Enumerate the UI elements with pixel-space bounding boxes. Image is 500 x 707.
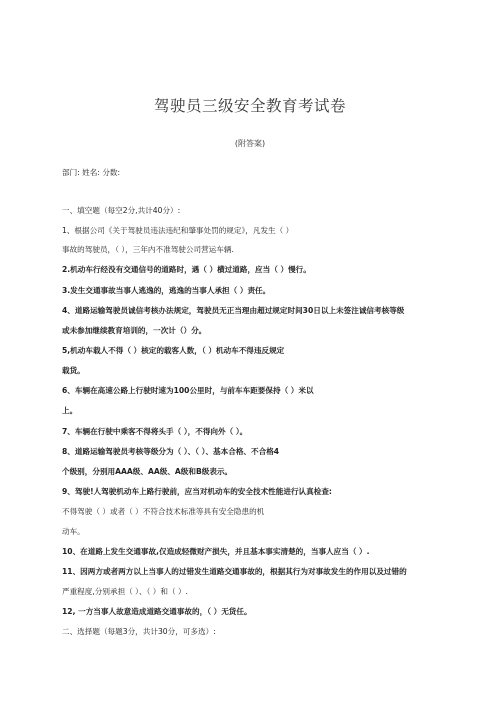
question-line: 8、道路运输驾驶员考核等级分为（ ）、（ ）、基本合格、不合格4	[62, 447, 280, 456]
question-line: 12, 一方当事人故意造成道路交通事故的，（ ）无货任。	[62, 607, 252, 616]
question-line: 个级别，分别用AAA级、AA级、A级和B级表示。	[62, 467, 233, 476]
question-line: 或未参加继续教育培训的，一次计（）分。	[62, 326, 207, 335]
page-subtitle: (附答案)	[234, 139, 266, 148]
question-line: 2.机动车行经没有交通信号的道路时，遇（ ）横过道路，应当（ ）慢行。	[62, 265, 311, 274]
section-1-heading: 一、填空题（每空2分,共计40分）:	[62, 206, 181, 215]
question-line: 10、在道路上发生交通事故,仅造成轻微财产损失，并且基本事实清楚的，当事人应当（ ）.	[62, 547, 370, 556]
question-line: 严重程度,分别承担（ ）、（ ）和（ ）.	[62, 587, 188, 596]
question-line: 1、根据公司《关于驾驶员违法违纪和肇事处罚的规定》，凡发生（ ）	[62, 226, 294, 235]
question-line: 9、驾驶!人驾驶机动车上路行驶前，应当对机动车的安全技术性能进行认真检查:	[62, 487, 332, 496]
question-line: 载货。	[62, 366, 85, 375]
question-line: 上。	[62, 406, 78, 415]
question-line: 动车。	[62, 527, 85, 536]
page-title: 驾驶员三级安全教育考试卷	[153, 97, 346, 115]
header-fields-line: 部门: 姓名: 分数:	[62, 168, 121, 177]
question-line: 6、车辆在高速公路上行驶时速为100公里时，与前车车距要保持（ ）米以	[62, 386, 314, 395]
question-line: 4、道路运输驾驶员诚信考核办法规定，驾驶员无正当理由超过规定时间30日以上未签注诚信考核等级	[62, 306, 405, 315]
question-line: 3.发生交通事故当事人逃逸的，逃逸的当事人承担（ ）责任。	[62, 286, 271, 295]
question-line: 11、因两方或者两方以上当事人的过错发生道路交通事故的，根据其行为对事故发生的作用以及过错的	[62, 567, 407, 576]
question-line: 不得驾驶（ ）或者（ ）不符合技术标准等具有安全隐患的机	[62, 507, 265, 516]
question-line: 7、车辆在行驶中乘客不得将头手（ ），不得向外（ ）。	[62, 427, 248, 436]
question-line: 5,机动车载人不得（ ）核定的载客人数，（ ）机动车不得违反规定	[62, 346, 285, 355]
question-line: 事故的驾驶员，（ ），三年内不准驾驶公司营运车辆.	[62, 245, 234, 254]
section-2-heading: 二、选择题（每题3分，共计30分，可多选）:	[62, 627, 216, 636]
